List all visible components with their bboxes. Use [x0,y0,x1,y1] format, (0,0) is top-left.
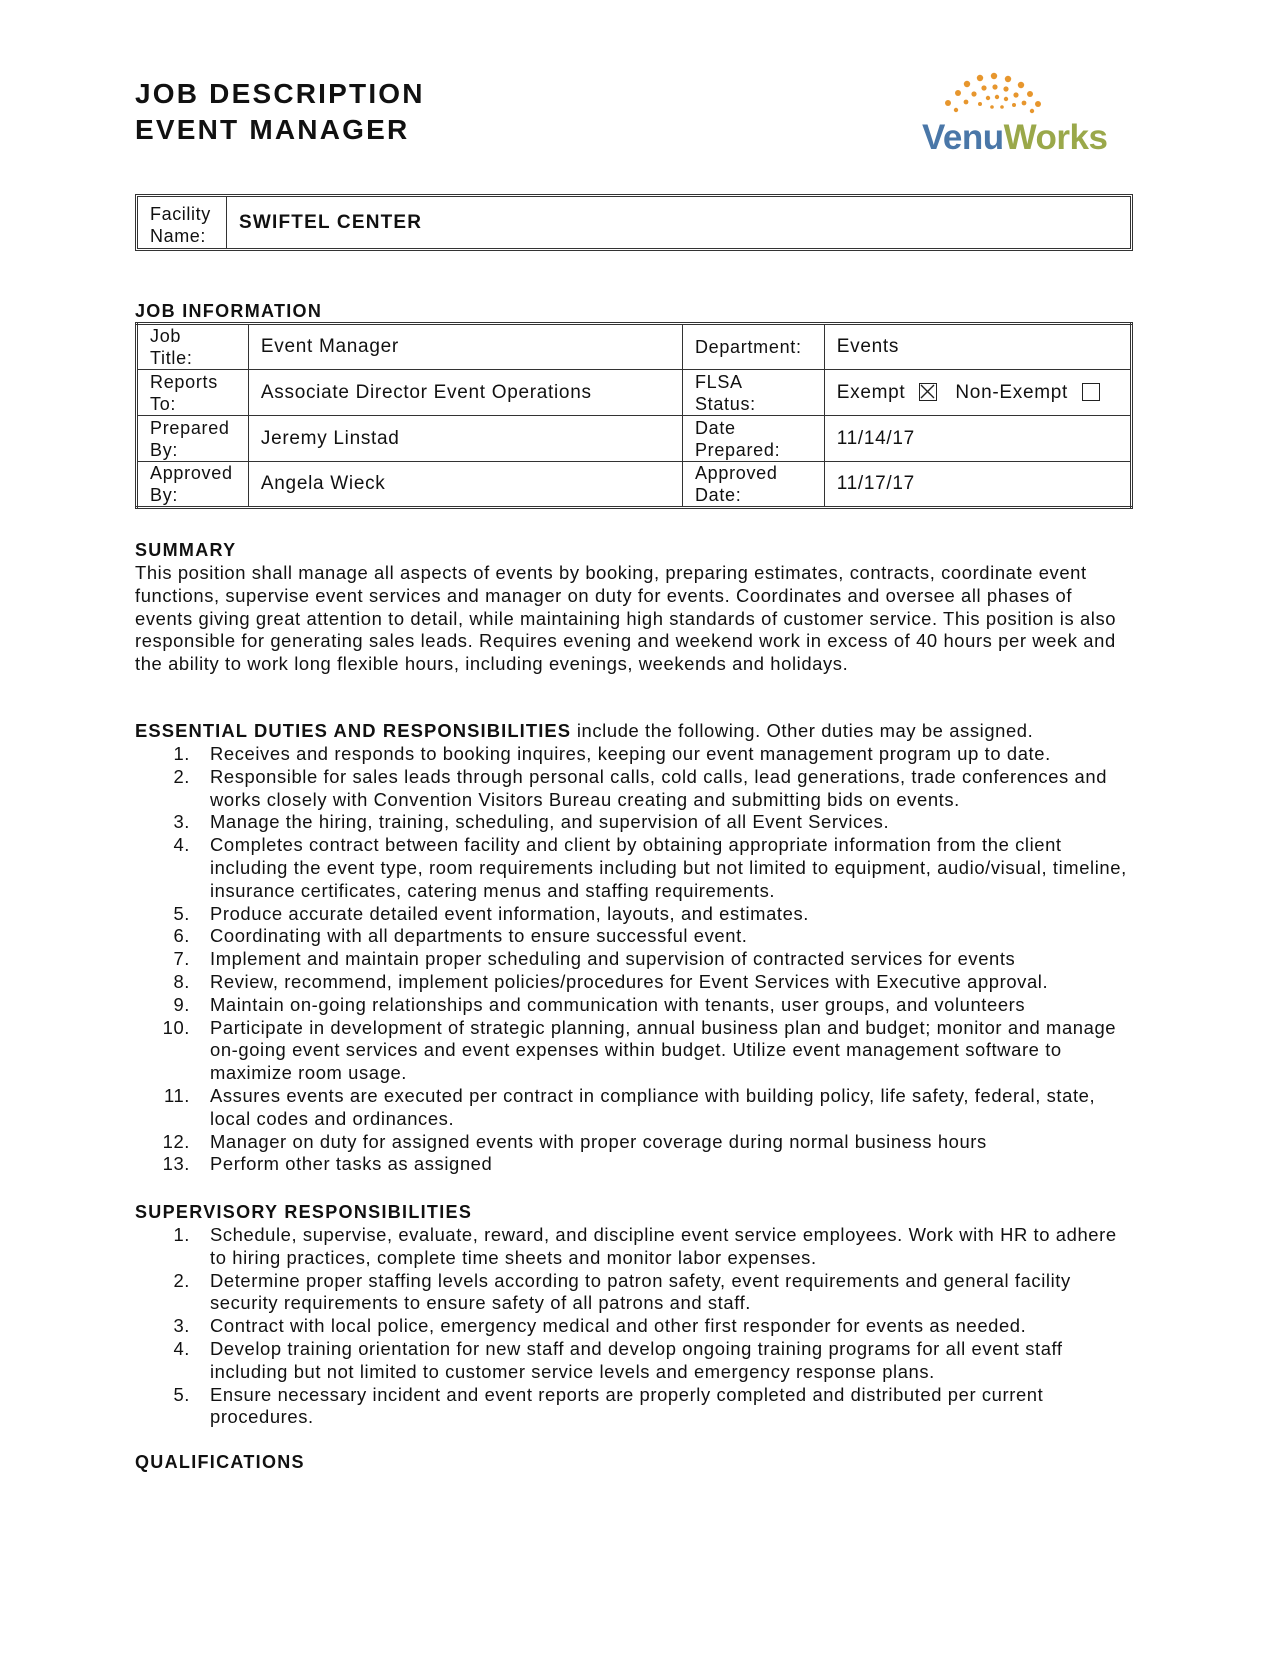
approved-by-value: Angela Wieck [248,462,682,508]
list-item-text: Participate in development of strategic planning, annual business plan and budget; monitor and manage on-going event services and event expenses within budget. Utilize event management software to maximize room usage. [210,1016,1117,1084]
list-item-text: Manage the hiring, training, scheduling, and supervision of all Event Services. [210,811,890,833]
non-exempt-checkbox[interactable] [1082,383,1100,401]
job-information-table [135,322,1133,509]
list-item-text: Produce accurate detailed event information, layouts, and estimates. [210,902,809,924]
logo-word-works: Works [1003,118,1108,157]
list-item-text: Determine proper staffing levels according to patron safety, event requirements and general facility security requirements to ensure safety of all patrons and staff. [210,1269,1071,1314]
supervisory-heading: SUPERVISORY RESPONSIBILITIES [135,1202,473,1222]
list-item [135,811,1135,834]
essential-duties-intro-text: include the following. Other duties may be assigned. [571,720,1034,741]
reports-to-value: Associate Director Event Operations [248,370,682,416]
summary-heading: SUMMARY [135,540,237,560]
list-item-number: 2. [173,1269,190,1291]
list-item-number: 1. [173,743,190,764]
list-item-text: Schedule, supervise, evaluate, reward, and discipline event service employees. Work with HR to adhere to hiring practices, complete time sheets and monitor labor expenses. [210,1224,1117,1268]
list-item [135,948,1135,971]
list-item [135,1131,1135,1154]
list-item-text: Maintain on-going relationships and communication with tenants, user groups, and volunteers [210,993,1026,1015]
list-item-text: Ensure necessary incident and event reports are properly completed and distributed per current procedures. [210,1383,1044,1428]
list-item-number: 1. [173,1224,190,1245]
list-item-number: 4. [173,834,190,856]
list-item-text: Implement and maintain proper scheduling and supervision of contracted services for events [210,948,1016,970]
list-item-number: 11. [164,1084,190,1106]
summary-text: This position shall manage all aspects of events by booking, preparing estimates, contracts, coordinate event functions, supervise event services and manager on duty for events. Coordinates and oversee all phases of events giving great attention to detail, while maintaining high standards of customer service. This position is also responsible for generating sales leads. Requires evening and weekend work in excess of 40 hours per week and the ability to work long flexible hours, including evenings, weekends and holidays. [135,562,1117,675]
facility-label [138,197,227,248]
date-prepared-value: 11/14/17 [824,416,1131,462]
list-item [135,1085,1135,1131]
facility-label-line-1: Facility [150,204,211,224]
list-item-number: 9. [173,993,190,1015]
list-item-number: 5. [173,1383,190,1405]
table-row [137,416,1132,462]
flsa-status-label: FLSA Status: [682,370,824,416]
list-item [135,925,1135,948]
list-item-number: 7. [173,948,190,970]
list-item [135,971,1135,994]
prepared-by-value: Jeremy Linstad [248,416,682,462]
list-item-number: 4. [173,1337,190,1359]
list-item-text: Assures events are executed per contract in compliance with building policy, life safety, federal, state, local codes and ordinances. [210,1084,1096,1129]
checkbox-x-icon [920,384,935,399]
job-information-heading: JOB INFORMATION [135,301,323,321]
list-item-text: Contract with local police, emergency medical and other first responder for events as needed. [210,1315,1027,1337]
list-item-number: 3. [173,811,190,833]
list-item-number: 8. [173,970,190,992]
title-line-2: EVENT MANAGER [135,114,410,145]
exempt-label: Exempt [836,381,906,403]
approved-date-value: 11/17/17 [824,462,1131,508]
list-item-text: Completes contract between facility and client by obtaining appropriate information from the client including the event type, room requirements including but not limited to equipment, audio/visual, timeline, insurance certificates, catering menus and staffing requirements. [210,834,1127,901]
list-item [135,743,1135,766]
logo-word-venu: Venu [922,118,1004,157]
list-item-number: 2. [173,765,190,787]
date-prepared-label: Date Prepared: [682,416,824,462]
list-item-number: 6. [173,925,190,947]
list-item [135,1153,1135,1176]
non-exempt-label: Non-Exempt [955,381,1068,403]
reports-to-label: Reports To: [137,370,249,416]
list-item-number: 12. [162,1130,190,1152]
list-item-text: Responsible for sales leads through personal calls, cold calls, lead generations, trade conferences and works closely with Convention Visitors Bureau creating and submitting bids on events. [210,765,1108,810]
department-label: Department: [682,324,824,370]
list-item-text: Develop training orientation for new staff and develop ongoing training programs for all event staff including but not limited to customer service levels and emergency response plans. [210,1337,1063,1382]
table-row [137,370,1132,416]
list-item-text: Receives and responds to booking inquires, keeping our event management program up to date. [210,743,1051,764]
job-title-value: Event Manager [248,324,682,370]
flsa-status-value [824,370,1131,416]
list-item [135,1338,1135,1384]
list-item [135,834,1135,902]
list-item-number: 3. [173,1315,190,1337]
list-item [135,994,1135,1017]
approved-date-label: Approved Date: [682,462,824,508]
supervisory-list [135,1224,1135,1429]
list-item [135,1315,1135,1338]
facility-label-line-2: Name: [150,226,207,246]
table-row [137,462,1132,508]
department-value: Events [824,324,1131,370]
exempt-checkbox[interactable] [919,383,937,401]
job-title-label: Job Title: [137,324,249,370]
approved-by-label: Approved By: [137,462,249,508]
logo-wordmark [922,118,1107,158]
list-item-number: 13. [162,1153,190,1175]
list-item [135,1017,1135,1085]
venuworks-logo [918,70,1118,160]
facility-value: SWIFTEL CENTER [239,212,423,233]
essential-duties-list [135,743,1135,1176]
facility-name-box [135,194,1133,251]
list-item-text: Coordinating with all departments to ensure successful event. [210,925,748,947]
essential-duties-heading: ESSENTIAL DUTIES AND RESPONSIBILITIES [135,720,572,741]
list-item-text: Perform other tasks as assigned [210,1153,493,1175]
list-item-text: Manager on duty for assigned events with proper coverage during normal business hours [210,1130,987,1152]
list-item [135,766,1135,812]
essential-duties-intro [135,720,1135,743]
list-item-number: 10. [162,1016,190,1038]
prepared-by-label: Prepared By: [137,416,249,462]
list-item [135,1224,1135,1270]
document-title [135,76,425,148]
list-item [135,1270,1135,1316]
list-item [135,1384,1135,1430]
logo-burst-icon [918,70,1118,120]
qualifications-heading: QUALIFICATIONS [135,1452,305,1472]
list-item-number: 5. [173,902,190,924]
list-item-text: Review, recommend, implement policies/procedures for Event Services with Executive approval. [210,970,1049,992]
title-line-1: JOB DESCRIPTION [135,78,425,109]
table-row [137,324,1132,370]
list-item [135,903,1135,926]
